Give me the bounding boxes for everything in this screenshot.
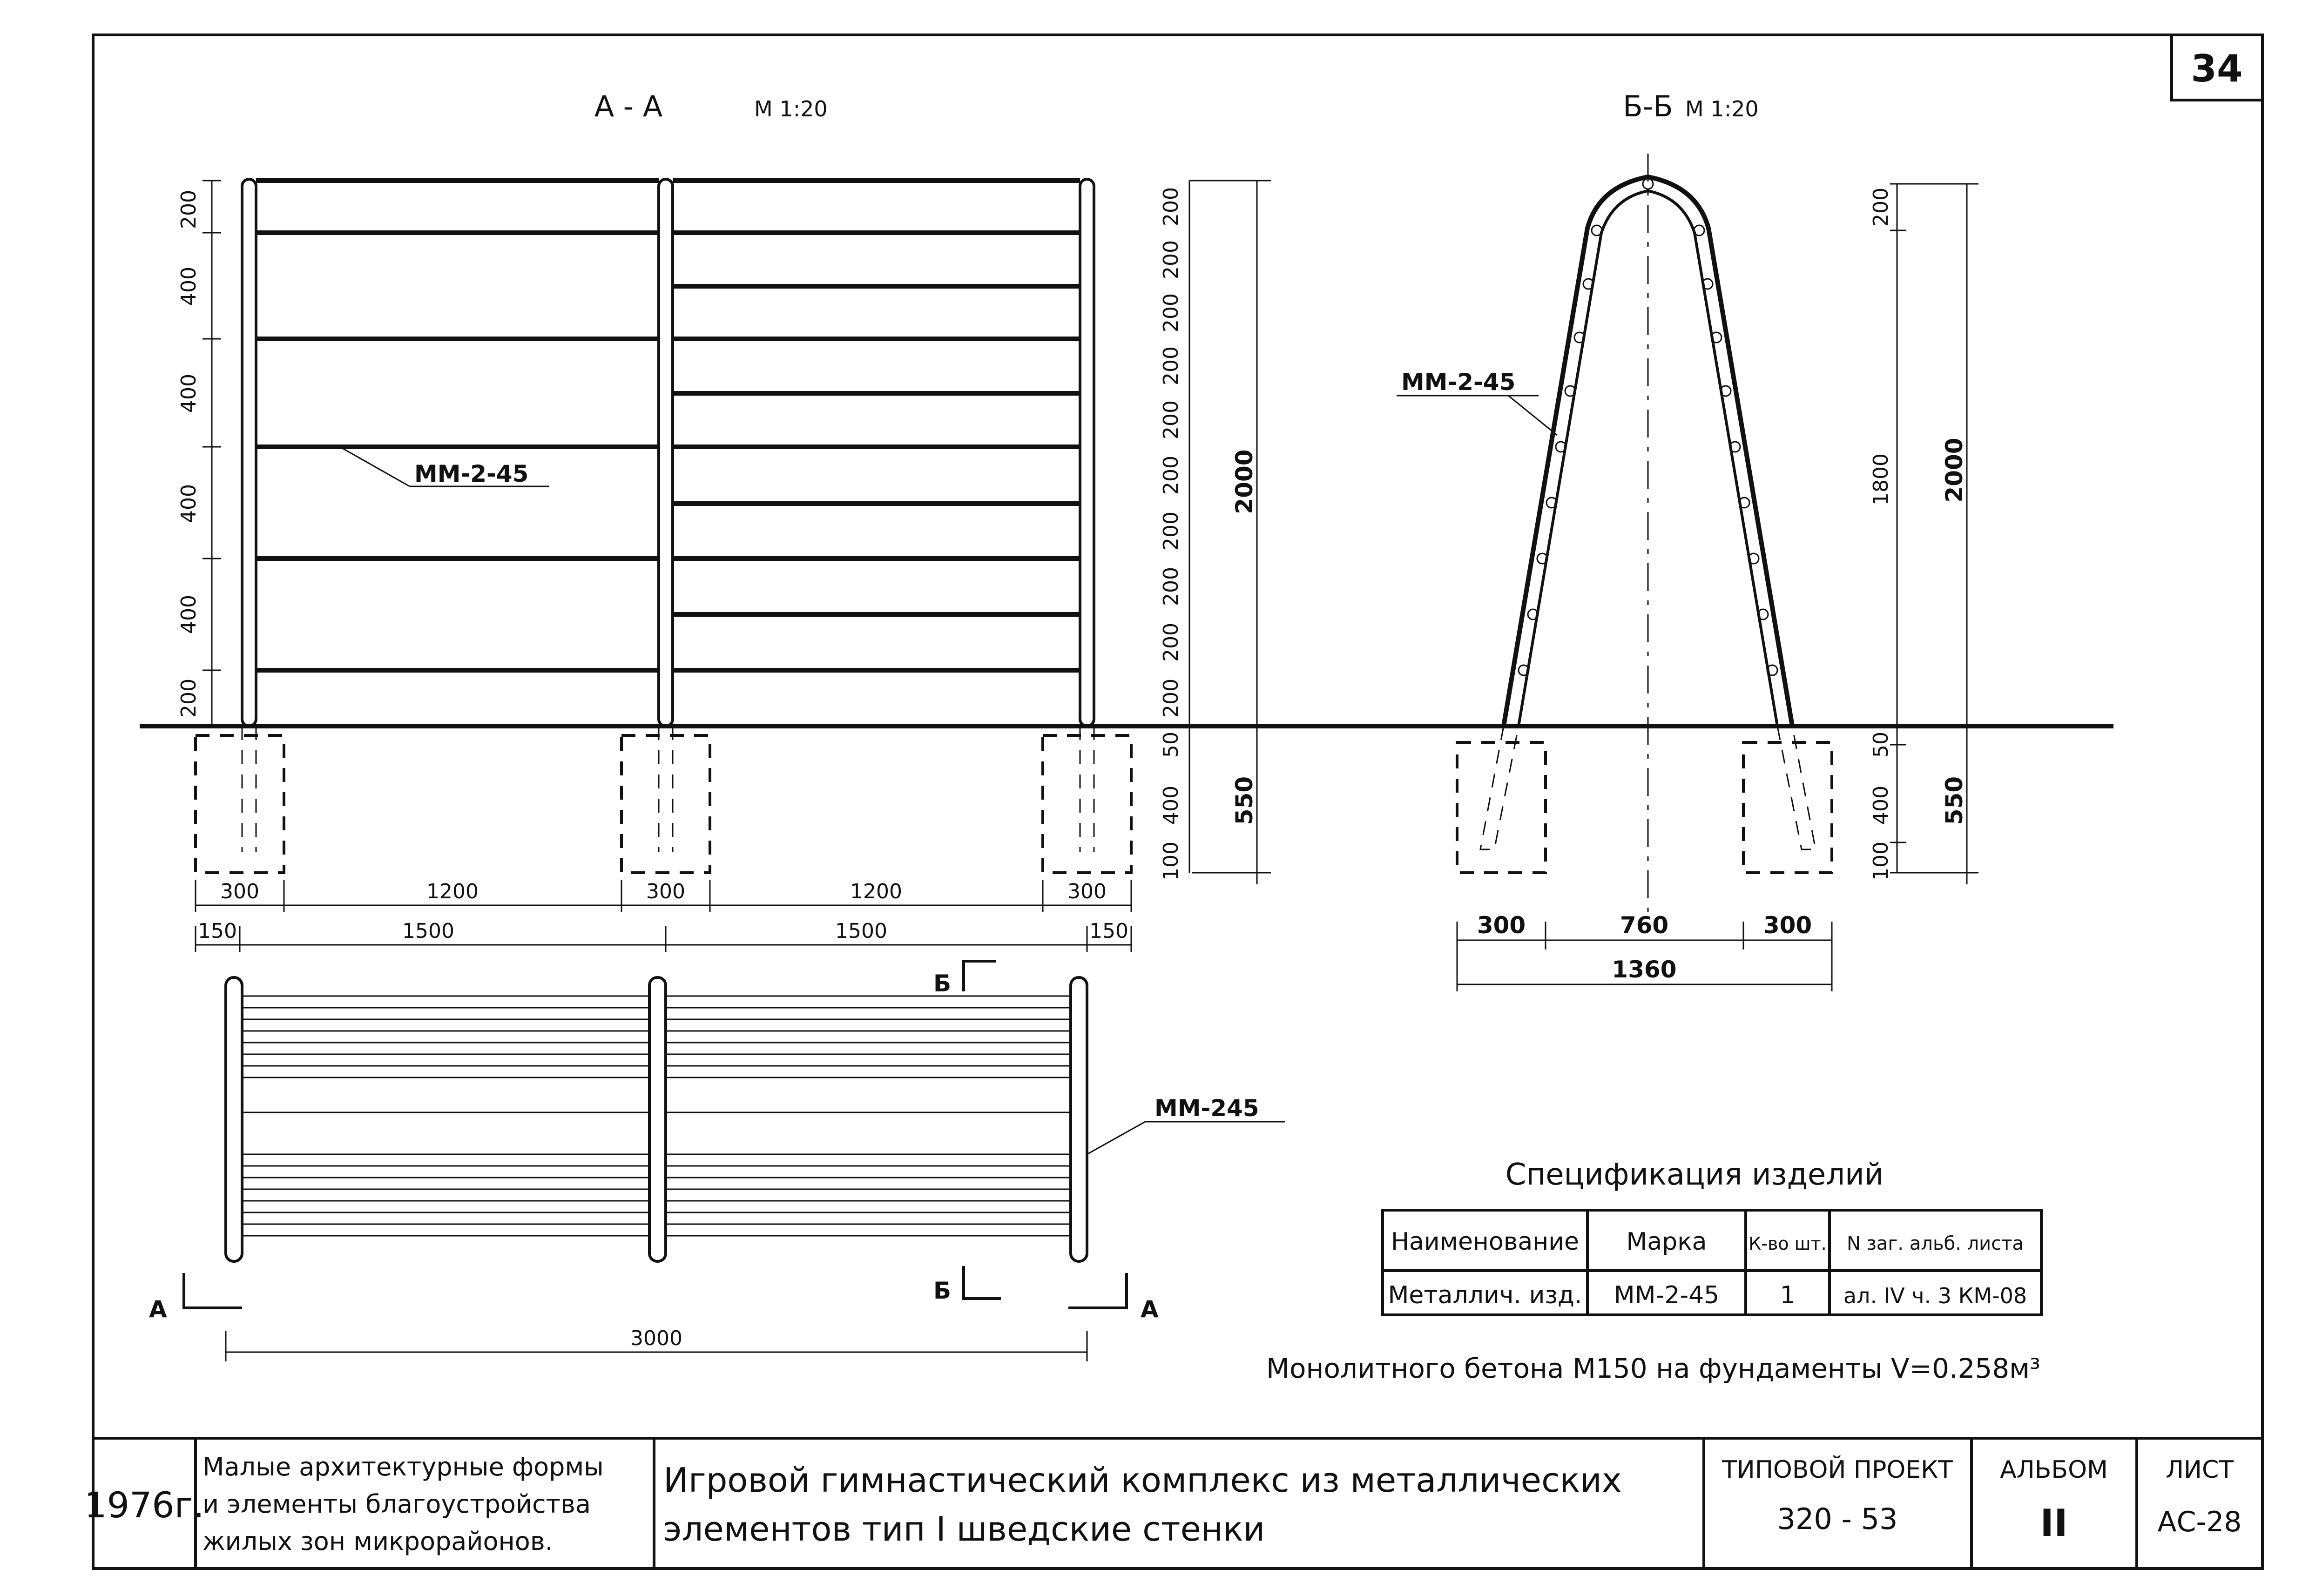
- svg-text:300: 300: [646, 880, 685, 903]
- svg-text:200: 200: [1159, 240, 1183, 279]
- spec-table: [1383, 1210, 2041, 1315]
- plan-total-width: 3000: [630, 1327, 682, 1350]
- foundation-middle: [621, 735, 710, 873]
- svg-text:200: 200: [1159, 187, 1183, 226]
- tb-project-label: ТИПОВОЙ ПРОЕКТ: [1722, 1456, 1953, 1484]
- section-bb-elevation: [1397, 154, 1978, 991]
- spec-header-sheet: N заг. альб. листа: [1847, 1233, 2024, 1254]
- title-block: [84, 1438, 2262, 1569]
- spec-header-name: Наименование: [1391, 1228, 1580, 1256]
- tb-sheet-value: АС-28: [2157, 1506, 2242, 1538]
- tb-sheet-label: ЛИСТ: [2165, 1456, 2234, 1484]
- svg-text:200: 200: [1159, 346, 1183, 385]
- section-aa-label: А - А: [594, 89, 663, 123]
- svg-text:200: 200: [177, 679, 201, 718]
- section-aa-elevation: [177, 179, 1271, 952]
- tb-album-label: АЛЬБОМ: [2000, 1456, 2108, 1484]
- marker-b-bottom-label: Б: [933, 1277, 952, 1304]
- svg-text:400: 400: [1159, 786, 1183, 825]
- svg-text:1200: 1200: [426, 880, 479, 903]
- marker-a-right: [1068, 1273, 1127, 1308]
- svg-text:300: 300: [1067, 880, 1107, 903]
- svg-text:760: 760: [1620, 912, 1669, 939]
- aa-bottom-dims-2: [198, 919, 1128, 943]
- tb-category-line3: жилых зон микрорайонов.: [203, 1527, 553, 1556]
- spec-cell-qty: 1: [1780, 1281, 1796, 1309]
- tb-year: 1976г.: [84, 1484, 204, 1526]
- aa-right-dims: [1159, 187, 1183, 881]
- plan-post-middle: [649, 977, 666, 1261]
- plan-post-left: [226, 977, 242, 1261]
- spec-cell-sheet: ал. IV ч. 3 КМ-08: [1843, 1283, 2027, 1308]
- section-bb-scale: М 1:20: [1685, 96, 1759, 121]
- svg-text:50: 50: [1159, 732, 1183, 758]
- left-bay-rungs: [256, 181, 659, 670]
- svg-text:400: 400: [177, 595, 201, 634]
- aa-left-dims: [177, 190, 201, 718]
- svg-text:1200: 1200: [850, 880, 902, 903]
- bb-bottom-dims: [1477, 912, 1812, 939]
- post-right: [1080, 179, 1094, 726]
- spec-header-mark: Марка: [1626, 1228, 1707, 1256]
- tb-project-value: 320 - 53: [1777, 1502, 1898, 1536]
- svg-text:400: 400: [177, 374, 201, 413]
- svg-text:200: 200: [1159, 567, 1183, 606]
- svg-text:200: 200: [1159, 623, 1183, 662]
- marker-b-top-label: Б: [933, 970, 952, 997]
- svg-text:400: 400: [177, 267, 201, 306]
- concrete-note: Монолитного бетона М150 на фундаменты V=0.258м³: [1266, 1353, 2041, 1384]
- bb-total-width: 1360: [1612, 956, 1677, 983]
- spec-cell-name: Металлич. изд.: [1388, 1281, 1582, 1309]
- bb-foundation-left: [1457, 742, 1546, 873]
- section-bb-label: Б-Б: [1623, 89, 1673, 123]
- aa-total-height: 2000: [1231, 449, 1258, 514]
- svg-text:400: 400: [177, 484, 201, 523]
- svg-text:200: 200: [177, 190, 201, 229]
- aa-foundation-height: 550: [1231, 776, 1258, 825]
- bb-right-dims: [1869, 188, 1893, 881]
- spec-header-qty: К-во шт.: [1749, 1233, 1827, 1254]
- aa-item-mark: ММ-2-45: [414, 460, 529, 487]
- svg-text:1800: 1800: [1869, 453, 1893, 505]
- marker-a-left: [184, 1273, 242, 1308]
- plan-post-right: [1071, 977, 1087, 1261]
- plan-item-mark: ММ-245: [1154, 1095, 1259, 1122]
- svg-text:200: 200: [1159, 456, 1183, 495]
- svg-text:100: 100: [1869, 842, 1893, 881]
- marker-b-bottom: [964, 1266, 1001, 1299]
- svg-text:1500: 1500: [402, 919, 454, 943]
- plan-view: [149, 961, 1285, 1361]
- marker-b-top: [964, 961, 996, 991]
- right-bay-rungs: [673, 181, 1080, 670]
- svg-text:300: 300: [1477, 912, 1526, 939]
- svg-text:150: 150: [198, 919, 237, 943]
- post-middle: [659, 179, 673, 726]
- svg-text:50: 50: [1869, 732, 1893, 758]
- svg-text:150: 150: [1089, 919, 1128, 943]
- svg-text:200: 200: [1159, 400, 1183, 439]
- sheet-number: 34: [2191, 47, 2243, 90]
- svg-text:200: 200: [1159, 679, 1183, 718]
- svg-text:200: 200: [1869, 188, 1893, 227]
- svg-text:200: 200: [1159, 293, 1183, 332]
- tb-album-value: II: [2040, 1502, 2068, 1545]
- spec-title: Спецификация изделий: [1505, 1158, 1884, 1192]
- foundation-right: [1043, 735, 1131, 873]
- tb-category-line1: Малые архитектурные формы: [203, 1452, 604, 1482]
- svg-text:1500: 1500: [835, 919, 887, 943]
- section-aa-scale: М 1:20: [754, 96, 828, 121]
- post-left: [242, 179, 256, 726]
- marker-a-right-label: А: [1141, 1296, 1159, 1323]
- spec-cell-mark: ММ-2-45: [1614, 1281, 1720, 1309]
- svg-text:400: 400: [1869, 786, 1893, 825]
- svg-text:300: 300: [220, 880, 259, 903]
- tb-name-line1: Игровой гимнастический комплекс из металлических: [663, 1461, 1622, 1500]
- tb-name-line2: элементов тип I шведские стенки: [663, 1509, 1265, 1549]
- bb-foundation-height: 550: [1941, 776, 1968, 825]
- svg-text:300: 300: [1763, 912, 1812, 939]
- aa-bottom-dims-1: [220, 880, 1107, 903]
- plan-rungs: [242, 996, 1071, 1236]
- marker-a-left-label: А: [149, 1296, 167, 1323]
- bb-item-mark: ММ-2-45: [1401, 369, 1516, 396]
- foundation-left: [196, 735, 284, 873]
- svg-text:200: 200: [1159, 512, 1183, 551]
- bb-total-height: 2000: [1941, 438, 1968, 503]
- tb-category-line2: и элементы благоустройства: [203, 1489, 591, 1519]
- svg-text:100: 100: [1159, 842, 1183, 881]
- bb-foundation-right: [1743, 742, 1832, 873]
